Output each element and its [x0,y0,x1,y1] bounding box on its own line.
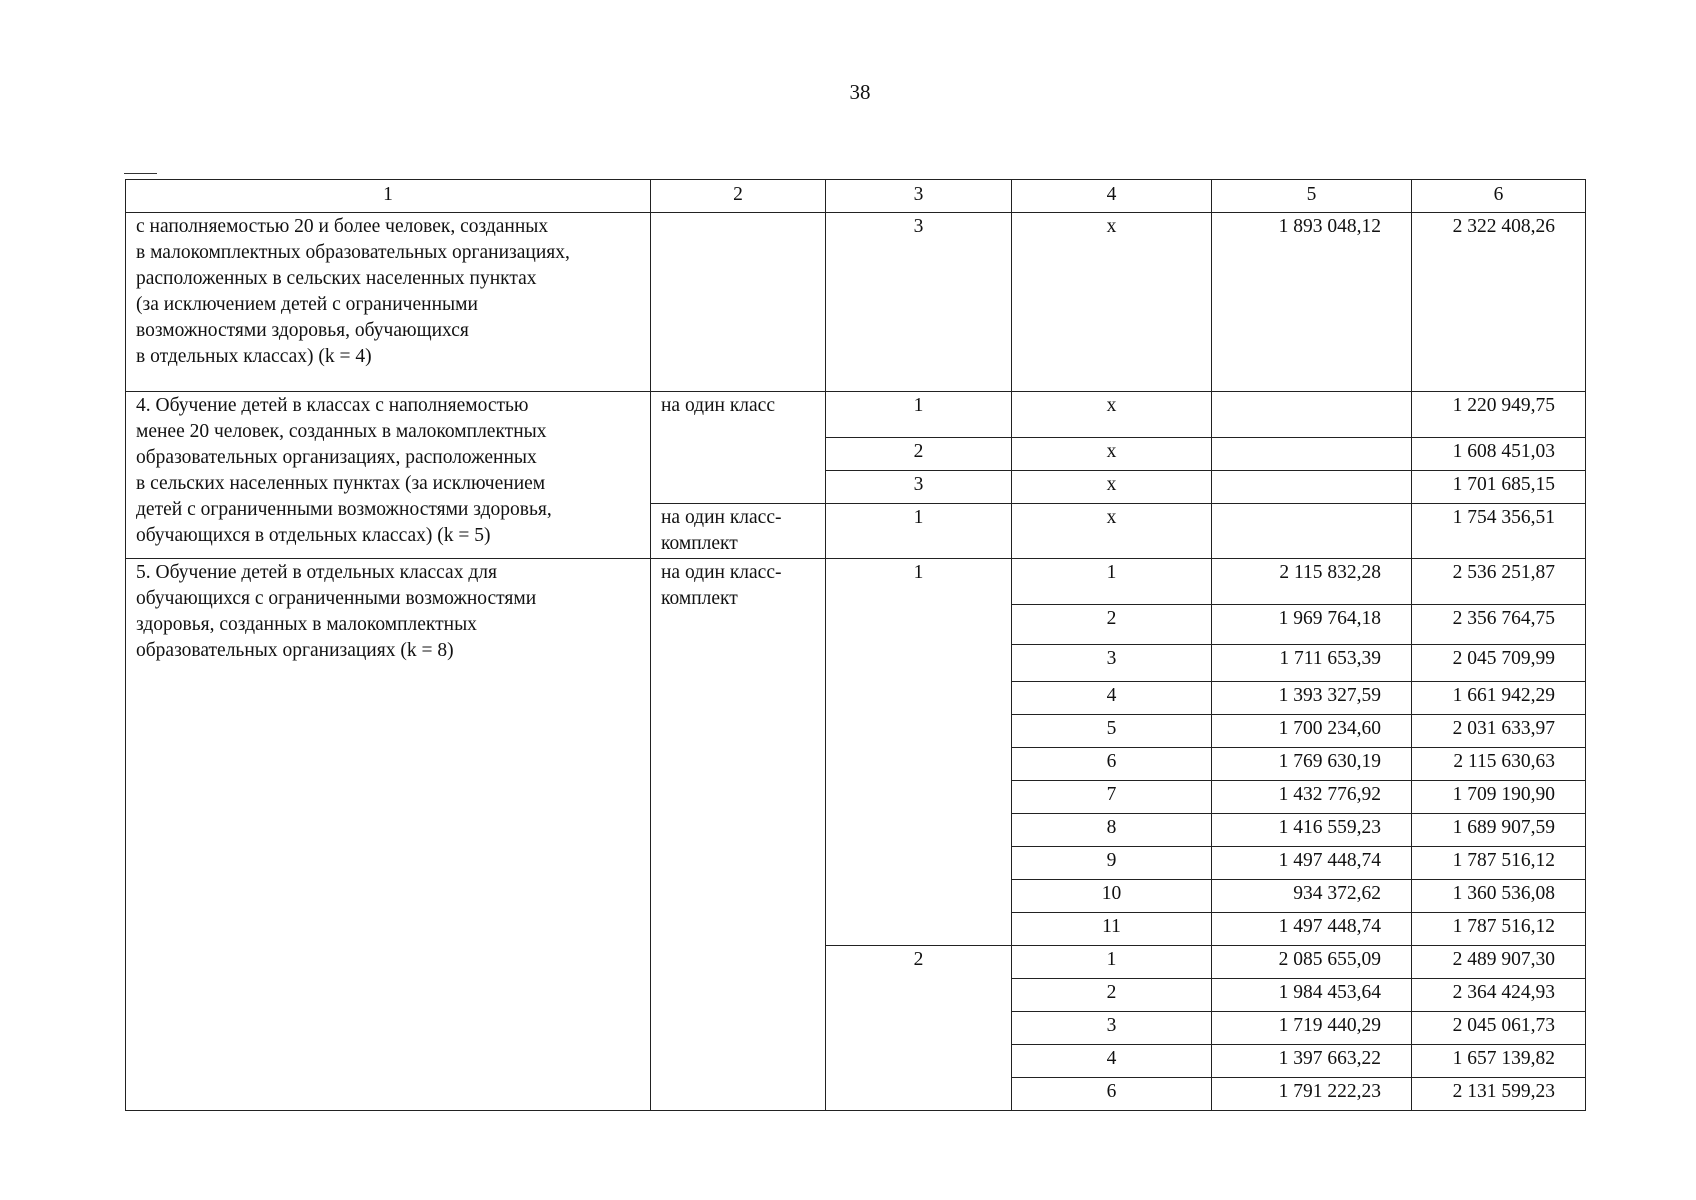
group-cell: 3 [826,471,1012,504]
text-line: возможностями здоровья, обучающихся [136,320,469,341]
text-line: детей с ограниченными возможностями здоровья, [136,499,552,520]
subgroup-cell: x [1012,438,1212,471]
subgroup-cell: 6 [1012,748,1212,781]
subgroup-cell: x [1012,213,1212,392]
value-cell: 1 769 630,19 [1212,748,1412,781]
value-cell: 1 689 907,59 [1412,814,1586,847]
value-cell: 1 497 448,74 [1212,913,1412,946]
value-cell: 2 356 764,75 [1412,605,1586,645]
value-cell: 2 031 633,97 [1412,715,1586,748]
value-cell: 2 489 907,30 [1412,946,1586,979]
subgroup-cell: 8 [1012,814,1212,847]
subgroup-cell: 2 [1012,605,1212,645]
value-cell: 1 657 139,82 [1412,1045,1586,1078]
value-cell: 1 416 559,23 [1212,814,1412,847]
subgroup-cell: 5 [1012,715,1212,748]
unit-cell: на один класс-комплект [651,559,826,1111]
value-cell: 1 787 516,12 [1412,913,1586,946]
subgroup-cell: 3 [1012,645,1212,682]
value-cell [1212,471,1412,504]
value-cell [1212,438,1412,471]
text-line: в отдельных классах) (k = 4) [136,346,372,367]
value-cell: 2 115 630,63 [1412,748,1586,781]
unit-cell [651,213,826,392]
subgroup-cell: 3 [1012,1012,1212,1045]
value-cell: 1 360 536,08 [1412,880,1586,913]
section4-description [126,392,651,559]
value-cell: 1 432 776,92 [1212,781,1412,814]
text-line: расположенных в сельских населенных пунктах [136,268,537,289]
value-cell: 1 791 222,23 [1212,1078,1412,1111]
value-cell: 1 700 234,60 [1212,715,1412,748]
text-line: (за исключением детей с ограниченными [136,294,478,315]
section5-row [126,559,1586,605]
value-cell: 1 893 048,12 [1212,213,1412,392]
text-line: в сельских населенных пунктах (за исключением [136,473,546,494]
value-cell: 2 045 709,99 [1412,645,1586,682]
subgroup-cell: 4 [1012,1045,1212,1078]
subgroup-cell: 1 [1012,559,1212,605]
value-cell: 2 115 832,28 [1212,559,1412,605]
value-cell: 1 709 190,90 [1412,781,1586,814]
subgroup-cell: 9 [1012,847,1212,880]
value-cell: 934 372,62 [1212,880,1412,913]
text-line: обучающихся с ограниченными возможностями [136,588,537,609]
text-line: образовательных организациях, расположенных [136,447,537,468]
value-cell: 1 397 663,22 [1212,1045,1412,1078]
value-cell: 1 393 327,59 [1212,682,1412,715]
group-cell: 1 [826,504,1012,559]
column-number: 3 [826,180,1012,213]
section4-row [126,392,1586,438]
continuation-row [126,213,1586,392]
value-cell: 1 661 942,29 [1412,682,1586,715]
column-number: 4 [1012,180,1212,213]
text-line: 5. Обучение детей в отдельных классах для [136,562,497,583]
subgroup-cell: 1 [1012,946,1212,979]
text-line: в малокомплектных образовательных организациях, [136,242,570,263]
text-line: обучающихся в отдельных классах) (k = 5) [136,525,491,546]
value-cell: 2 322 408,26 [1412,213,1586,392]
column-number: 5 [1212,180,1412,213]
value-cell: 1 701 685,15 [1412,471,1586,504]
subgroup-cell: x [1012,392,1212,438]
subgroup-cell: 2 [1012,979,1212,1012]
subgroup-cell: 6 [1012,1078,1212,1111]
value-cell: 2 364 424,93 [1412,979,1586,1012]
value-cell: 1 787 516,12 [1412,847,1586,880]
unit-cell: на один класс-комплект [651,504,826,559]
group-cell: 1 [826,392,1012,438]
group-cell: 2 [826,438,1012,471]
section5-description [126,559,651,1111]
value-cell: 2 085 655,09 [1212,946,1412,979]
value-cell: 1 711 653,39 [1212,645,1412,682]
continuation-description [126,213,651,392]
value-cell: 1 969 764,18 [1212,605,1412,645]
corner-mark [124,173,157,174]
value-cell: 2 131 599,23 [1412,1078,1586,1111]
subgroup-cell: x [1012,504,1212,559]
value-cell [1212,504,1412,559]
text-line: с наполняемостью 20 и более человек, созданных [136,216,549,237]
subgroup-cell: 11 [1012,913,1212,946]
subgroup-cell: 4 [1012,682,1212,715]
value-cell: 2 536 251,87 [1412,559,1586,605]
value-cell: 2 045 061,73 [1412,1012,1586,1045]
text-line: образовательных организациях (k = 8) [136,640,454,661]
group-cell: 2 [826,946,1012,1111]
text-line: 4. Обучение детей в классах с наполняемостью [136,395,529,416]
group-cell: 1 [826,559,1012,946]
column-numbers-row [126,180,1586,213]
value-cell: 1 497 448,74 [1212,847,1412,880]
subgroup-cell: 7 [1012,781,1212,814]
normatives-table [125,179,1586,1111]
column-number: 1 [126,180,651,213]
value-cell: 1 754 356,51 [1412,504,1586,559]
value-cell: 1 608 451,03 [1412,438,1586,471]
subgroup-cell: x [1012,471,1212,504]
group-cell: 3 [826,213,1012,392]
text-line: менее 20 человек, созданных в малокомплектных [136,421,547,442]
unit-cell: на один класс [651,392,826,504]
subgroup-cell: 10 [1012,880,1212,913]
value-cell [1212,392,1412,438]
page-number: 38 [849,80,871,104]
value-cell: 1 220 949,75 [1412,392,1586,438]
value-cell: 1 719 440,29 [1212,1012,1412,1045]
text-line: здоровья, созданных в малокомплектных [136,614,477,635]
column-number: 6 [1412,180,1586,213]
value-cell: 1 984 453,64 [1212,979,1412,1012]
column-number: 2 [651,180,826,213]
